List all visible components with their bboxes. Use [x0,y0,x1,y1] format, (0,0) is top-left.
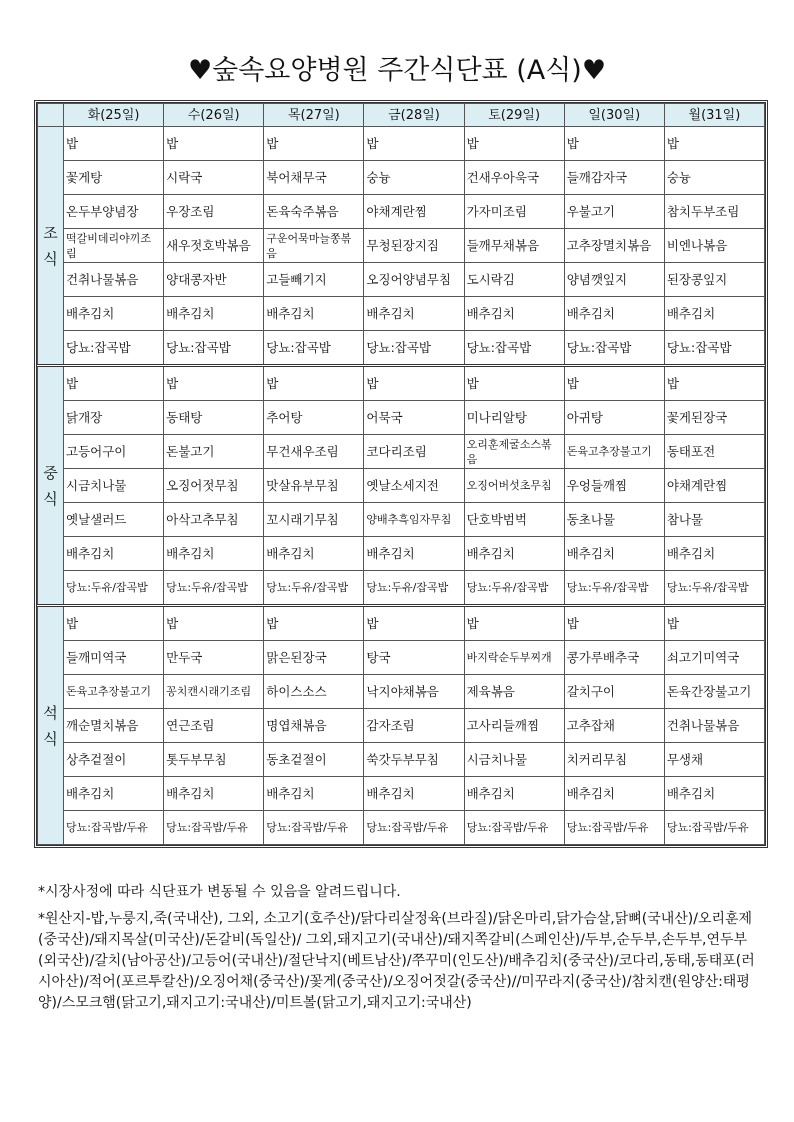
menu-cell: 당뇨:잡곡밥 [164,331,264,366]
menu-row [38,331,765,366]
menu-cell: 시금치나물 [464,743,564,777]
menu-cell: 당뇨:잡곡밥 [64,331,164,366]
menu-cell: 들깨감자국 [564,161,664,195]
menu-cell: 닭개장 [64,401,164,435]
menu-cell: 참나물 [664,503,764,537]
menu-cell: 밥 [664,366,764,401]
meal-label: 석 식 [38,606,64,845]
menu-row [38,571,765,606]
menu-cell: 고들빼기지 [264,263,364,297]
menu-cell: 추어탕 [264,401,364,435]
menu-cell: 배추김치 [464,537,564,571]
menu-cell: 배추김치 [64,537,164,571]
menu-cell: 배추김치 [664,297,764,331]
menu-cell: 코다리조림 [364,435,464,469]
menu-cell: 당뇨:두유/잡곡밥 [564,571,664,606]
origin-notice: *원산지-밥,누룽지,죽(국내산), 그외, 소고기(호주산)/닭다리살정육(브라질)/닭온마리,닭가슴살,닭뼈(국내산)/오리훈제(중국산)/돼지목살(미국산)/돈갈비(독일산)/ 그외,돼지고기(국내산)/돼지쪽갈비(스페인산)/두부,순두부,손두부,연두부(외국산)/갈치(남아공산)/고등어(국내산)/절단낙지(베트남산)/쭈꾸미(인도산)/배추김치(중국산)/코다리,동태,동태포(러시아산)/적어(포르투칼산)/오징어채(중국산)/꽃게(중국산)/오징어젓갈(중국산)//미꾸라지(중국산)/참치캔(원양산:태평양)/스모크햄(닭고기,돼지고기:국내산)/미트볼(닭고기,돼지고기:국내산) [38,911,755,1011]
menu-cell: 꽃게된장국 [664,401,764,435]
menu-cell: 배추김치 [364,297,464,331]
menu-cell: 깨순멸치볶음 [64,709,164,743]
menu-cell: 떡갈비데리야끼조림 [64,229,164,263]
menu-cell: 당뇨:잡곡밥/두유 [164,811,264,845]
day-header-row [38,104,765,127]
menu-row [38,263,765,297]
day-header: 월(31일) [664,104,764,127]
menu-row [38,401,765,435]
day-header: 화(25일) [64,104,164,127]
menu-cell: 당뇨:잡곡밥 [264,331,364,366]
menu-cell: 당뇨:두유/잡곡밥 [364,571,464,606]
menu-row [38,366,765,401]
menu-cell: 돈육숙주볶음 [264,195,364,229]
menu-cell: 무생채 [664,743,764,777]
menu-cell: 배추김치 [564,537,664,571]
menu-cell: 당뇨:잡곡밥/두유 [364,811,464,845]
menu-cell: 시락국 [164,161,264,195]
menu-cell: 당뇨:잡곡밥 [464,331,564,366]
menu-cell: 당뇨:잡곡밥 [564,331,664,366]
menu-cell: 무건새우조림 [264,435,364,469]
menu-row [38,709,765,743]
menu-row [38,469,765,503]
menu-cell: 배추김치 [364,537,464,571]
menu-cell: 배추김치 [264,777,364,811]
menu-row [38,675,765,709]
menu-cell: 숭늉 [364,161,464,195]
page-title: ♥숲속요양병원 주간식단표 (A식)♥ [187,55,607,86]
menu-cell: 오리훈제굴소스볶음 [464,435,564,469]
menu-body [38,127,765,845]
menu-cell: 밥 [364,127,464,161]
menu-row [38,435,765,469]
menu-cell: 만두국 [164,641,264,675]
menu-cell: 제육볶음 [464,675,564,709]
menu-cell: 쇠고기미역국 [664,641,764,675]
menu-cell: 밥 [264,366,364,401]
menu-cell: 배추김치 [164,537,264,571]
menu-cell: 하이스소스 [264,675,364,709]
menu-cell: 배추김치 [264,537,364,571]
menu-cell: 밥 [64,606,164,641]
menu-cell: 숭늉 [664,161,764,195]
menu-cell: 어묵국 [364,401,464,435]
menu-cell: 낙지야채볶음 [364,675,464,709]
menu-row [38,537,765,571]
menu-cell: 동태탕 [164,401,264,435]
menu-row [38,641,765,675]
menu-cell: 고추장멸치볶음 [564,229,664,263]
menu-cell: 당뇨:두유/잡곡밥 [664,571,764,606]
menu-cell: 가자미조림 [464,195,564,229]
day-header: 수(26일) [164,104,264,127]
menu-cell: 쑥갓두부무침 [364,743,464,777]
menu-cell: 북어채무국 [264,161,364,195]
menu-cell: 톳두부무침 [164,743,264,777]
menu-cell: 배추김치 [464,297,564,331]
menu-cell: 꽃게탕 [64,161,164,195]
menu-cell: 밥 [64,366,164,401]
menu-cell: 옛날소세지전 [364,469,464,503]
menu-row [38,297,765,331]
menu-cell: 동태포전 [664,435,764,469]
menu-cell: 들깨무채볶음 [464,229,564,263]
menu-cell: 동초겉절이 [264,743,364,777]
menu-cell: 꽁치캔시래기조림 [164,675,264,709]
menu-cell: 당뇨:잡곡밥/두유 [664,811,764,845]
menu-cell: 돈불고기 [164,435,264,469]
menu-cell: 구운어묵마늘쫑볶음 [264,229,364,263]
menu-cell: 아귀탕 [564,401,664,435]
menu-cell: 배추김치 [464,777,564,811]
menu-cell: 밥 [564,606,664,641]
menu-row [38,195,765,229]
menu-cell: 명엽채볶음 [264,709,364,743]
menu-cell: 오징어젓무침 [164,469,264,503]
menu-cell: 밥 [164,606,264,641]
menu-cell: 배추김치 [164,777,264,811]
menu-cell: 당뇨:두유/잡곡밥 [64,571,164,606]
menu-cell: 무청된장지짐 [364,229,464,263]
menu-cell: 연근조림 [164,709,264,743]
menu-table-frame [34,100,768,848]
day-header: 일(30일) [564,104,664,127]
menu-cell: 양념깻잎지 [564,263,664,297]
menu-cell: 당뇨:잡곡밥/두유 [564,811,664,845]
menu-cell: 밥 [164,366,264,401]
menu-cell: 양배추흑임자무침 [364,503,464,537]
menu-cell: 고추잡채 [564,709,664,743]
menu-cell: 돈육고추장불고기 [564,435,664,469]
menu-cell: 콩가루배추국 [564,641,664,675]
menu-cell: 새우젓호박볶음 [164,229,264,263]
menu-cell: 당뇨:두유/잡곡밥 [264,571,364,606]
menu-cell: 당뇨:잡곡밥 [664,331,764,366]
menu-cell: 고사리들깨찜 [464,709,564,743]
menu-row [38,127,765,161]
menu-cell: 맛살유부무침 [264,469,364,503]
menu-cell: 밥 [364,606,464,641]
menu-row [38,229,765,263]
menu-cell: 돈육고추장불고기 [64,675,164,709]
meal-label: 조 식 [38,127,64,366]
menu-cell: 밥 [564,127,664,161]
menu-cell: 야채계란찜 [364,195,464,229]
menu-cell: 당뇨:두유/잡곡밥 [464,571,564,606]
menu-cell: 배추김치 [64,297,164,331]
menu-cell: 밥 [364,366,464,401]
menu-cell: 탕국 [364,641,464,675]
menu-cell: 밥 [164,127,264,161]
menu-cell: 오징어버섯초무침 [464,469,564,503]
menu-cell: 상추겉절이 [64,743,164,777]
menu-row [38,161,765,195]
day-header: 토(29일) [464,104,564,127]
menu-cell: 야채계란찜 [664,469,764,503]
menu-row [38,606,765,641]
menu-cell: 배추김치 [664,537,764,571]
menu-cell: 꼬시래기무침 [264,503,364,537]
menu-cell: 밥 [264,606,364,641]
menu-cell: 우불고기 [564,195,664,229]
menu-cell: 배추김치 [64,777,164,811]
menu-cell: 당뇨:잡곡밥/두유 [464,811,564,845]
menu-cell: 돈육간장불고기 [664,675,764,709]
menu-cell: 배추김치 [164,297,264,331]
menu-cell: 우장조림 [164,195,264,229]
menu-cell: 밥 [664,127,764,161]
menu-cell: 아삭고추무침 [164,503,264,537]
menu-cell: 도시락김 [464,263,564,297]
menu-cell: 양대콩자반 [164,263,264,297]
menu-cell: 배추김치 [264,297,364,331]
menu-cell: 당뇨:잡곡밥/두유 [64,811,164,845]
menu-cell: 배추김치 [364,777,464,811]
notes [38,882,760,1020]
menu-cell: 배추김치 [564,777,664,811]
menu-cell: 밥 [264,127,364,161]
menu-cell: 단호박범벅 [464,503,564,537]
menu-cell: 시금치나물 [64,469,164,503]
corner-cell [38,104,64,127]
menu-row [38,743,765,777]
menu-cell: 참치두부조림 [664,195,764,229]
menu-cell: 당뇨:잡곡밥 [364,331,464,366]
menu-cell: 된장콩잎지 [664,263,764,297]
menu-cell: 고등어구이 [64,435,164,469]
menu-cell: 당뇨:두유/잡곡밥 [164,571,264,606]
menu-cell: 동초나물 [564,503,664,537]
day-header: 목(27일) [264,104,364,127]
menu-cell: 밥 [464,606,564,641]
menu-row [38,811,765,845]
menu-cell: 건새우아욱국 [464,161,564,195]
menu-cell: 건취나물볶음 [64,263,164,297]
menu-cell: 비엔나볶음 [664,229,764,263]
menu-row [38,503,765,537]
meal-label: 중 식 [38,366,64,606]
menu-cell: 밥 [664,606,764,641]
menu-cell: 감자조림 [364,709,464,743]
day-header: 금(28일) [364,104,464,127]
weekly-menu-table [37,103,765,845]
menu-cell: 건취나물볶음 [664,709,764,743]
menu-cell: 배추김치 [664,777,764,811]
menu-cell: 갈치구이 [564,675,664,709]
menu-cell: 온두부양념장 [64,195,164,229]
menu-cell: 당뇨:잡곡밥/두유 [264,811,364,845]
menu-cell: 밥 [564,366,664,401]
menu-cell: 옛날샐러드 [64,503,164,537]
menu-cell: 치커리무침 [564,743,664,777]
menu-row [38,777,765,811]
menu-cell: 배추김치 [564,297,664,331]
menu-cell: 미나리알탕 [464,401,564,435]
menu-cell: 밥 [464,127,564,161]
menu-cell: 밥 [64,127,164,161]
menu-cell: 오징어양념무침 [364,263,464,297]
menu-cell: 우엉들깨찜 [564,469,664,503]
menu-cell: 밥 [464,366,564,401]
menu-cell: 바지락순두부찌개 [464,641,564,675]
menu-cell: 맑은된장국 [264,641,364,675]
change-notice: *시장사정에 따라 식단표가 변동될 수 있음을 알려드립니다. [38,884,401,900]
menu-cell: 들깨미역국 [64,641,164,675]
